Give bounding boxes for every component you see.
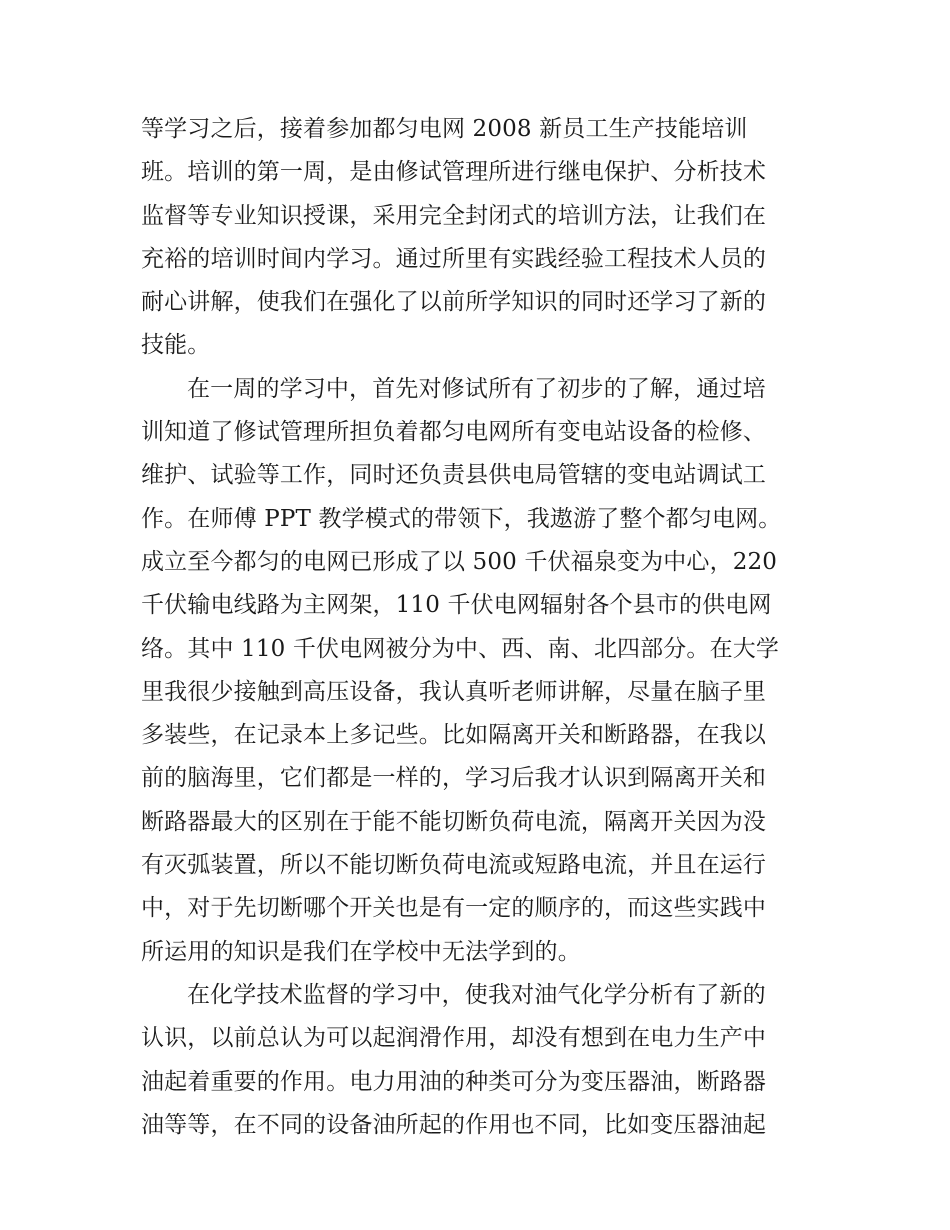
paragraph-line: 技能。 bbox=[141, 332, 211, 359]
paragraph-line: 断路器最大的区别在于能不能切断负荷电流，隔离开关因为没 bbox=[141, 808, 767, 835]
paragraph-first-line: 在化学技术监督的学习中，使我对油气化学分析有了新的 bbox=[187, 981, 766, 1008]
paragraph-1 bbox=[141, 108, 813, 368]
paragraph-line: 充裕的培训时间内学习。通过所里有实践经验工程技术人员的 bbox=[141, 245, 767, 272]
paragraph-line: 中，对于先切断哪个开关也是有一定的顺序的，而这些实践中 bbox=[141, 895, 767, 922]
paragraph-first-line: 在一周的学习中，首先对修试所有了初步的了解，通过培 bbox=[187, 375, 766, 402]
paragraph-line: 有灭弧装置，所以不能切断负荷电流或短路电流，并且在运行 bbox=[141, 852, 767, 879]
paragraph-line: 认识，以前总认为可以起润滑作用，却没有想到在电力生产中 bbox=[141, 1025, 767, 1052]
paragraph-line: 耐心讲解，使我们在强化了以前所学知识的同时还学习了新的 bbox=[141, 289, 767, 316]
paragraph-line: 等学习之后，接着参加都匀电网 2008 新员工生产技能培训 bbox=[141, 116, 748, 142]
paragraph-line: 里我很少接触到高压设备，我认真听老师讲解，尽量在脑子里 bbox=[141, 678, 767, 705]
paragraph-line: 班。培训的第一周，是由修试管理所进行继电保护、分析技术 bbox=[141, 159, 767, 186]
paragraph-line: 作。在师傅 PPT 教学模式的带领下，我遨游了整个都匀电网。 bbox=[141, 505, 782, 532]
paragraph-line: 油等等，在不同的设备油所起的作用也不同，比如变压器油起 bbox=[141, 1111, 767, 1138]
paragraph-line: 多装些，在记录本上多记些。比如隔离开关和断路器，在我以 bbox=[141, 722, 767, 749]
paragraph-2 bbox=[141, 368, 813, 974]
paragraph-line: 络。其中 110 千伏电网被分为中、西、南、北四部分。在大学 bbox=[141, 635, 780, 662]
paragraph-line: 监督等专业知识授课，采用完全封闭式的培训方法，让我们在 bbox=[141, 202, 767, 229]
paragraph-3 bbox=[141, 974, 813, 1147]
paragraph-line: 油起着重要的作用。电力用油的种类可分为变压器油，断路器 bbox=[141, 1068, 767, 1095]
paragraph-line: 训知道了修试管理所担负着都匀电网所有变电站设备的检修、 bbox=[141, 419, 767, 446]
document-body bbox=[141, 108, 813, 1147]
paragraph-line: 前的脑海里，它们都是一样的，学习后我才认识到隔离开关和 bbox=[141, 765, 767, 792]
paragraph-line: 维护、试验等工作，同时还负责县供电局管辖的变电站调试工 bbox=[141, 462, 767, 489]
paragraph-line: 成立至今都匀的电网已形成了以 500 千伏福泉变为中心，220 bbox=[141, 548, 778, 575]
paragraph-line: 千伏输电线路为主网架，110 千伏电网辐射各个县市的供电网 bbox=[141, 592, 772, 619]
paragraph-line: 所运用的知识是我们在学校中无法学到的。 bbox=[141, 938, 581, 965]
